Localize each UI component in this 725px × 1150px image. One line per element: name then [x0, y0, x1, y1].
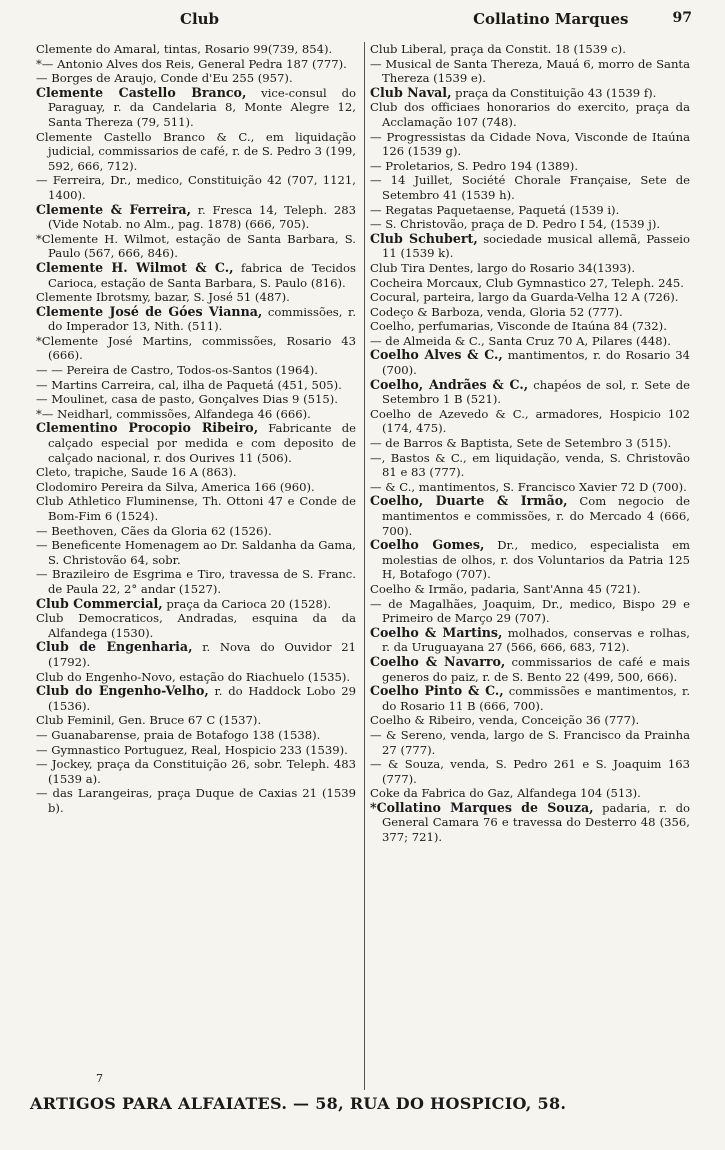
footer-number: 7: [96, 1072, 103, 1085]
entry-name: Club Schubert,: [370, 230, 478, 246]
directory-entry: [370, 261, 690, 276]
entry-text: — & Souza, venda, S. Pedro 261 e S. Joaquim 163 (777).: [370, 757, 690, 786]
entry-text: Club Liberal, praça da Constit. 18 (1539 c).: [370, 42, 626, 56]
directory-entry: [370, 801, 690, 845]
directory-entry: [370, 86, 690, 101]
advertisement-footer: ARTIGOS PARA ALFAIATES. — 58, RUA DO HOSPICIO, 58.: [30, 1094, 567, 1113]
entry-text: Club Feminil, Gen. Bruce 67 C (1537).: [36, 713, 262, 728]
entry-name: Club de Engenharia,: [36, 639, 193, 655]
directory-entry: [36, 480, 356, 495]
entry-name: Coelho & Martins,: [370, 624, 503, 640]
directory-entry: [36, 203, 356, 232]
entry-name: Clemente H. Wilmot & C.,: [36, 259, 234, 275]
directory-entry: [370, 276, 690, 291]
directory-entry: [36, 130, 356, 174]
page-number: 97: [672, 10, 692, 26]
entry-name: Coelho Alves & C.,: [370, 347, 503, 363]
directory-entry: [370, 334, 690, 349]
directory-entry: [370, 159, 690, 174]
entry-text: Com negocio de mantimentos e commissões, r. do Mercado 4 (666, 700).: [382, 494, 690, 538]
directory-entry: [370, 757, 690, 786]
entry-name: Clemente Castello Branco,: [36, 84, 247, 100]
entry-text: — de Almeida & C., Santa Cruz 70 A, Pilares (448).: [370, 333, 671, 348]
entry-text: sociedade musical allemã, Passeio 11 (1539 k).: [382, 231, 690, 261]
entry-text: Dr., medico, especialista em molestias de olhos, r. dos Voluntarios da Patria 125 H, Botafogo (707).: [382, 538, 690, 582]
entry-name: Clemente José de Góes Vianna,: [36, 303, 263, 319]
entry-text: Club Democraticos, Andradas, esquina da da Alfandega (1530).: [36, 611, 356, 640]
entry-text: *Clemente H. Wilmot, estação de Santa Barbara, S. Paulo (567, 666, 846).: [36, 231, 356, 261]
entry-text: commissarios de café e mais generos do paiz, r. de S. Bento 22 (499, 500, 666).: [382, 654, 690, 684]
directory-entry: [36, 232, 356, 261]
directory-entry: [36, 524, 356, 539]
entry-text: — Gymnastico Portuguez, Real, Hospicio 233 (1539).: [36, 742, 348, 757]
entry-text: — de Barros & Baptista, Sete de Setembro 3 (515).: [370, 436, 672, 451]
directory-entry: [36, 786, 356, 815]
directory-entry: [370, 348, 690, 377]
directory-entry: [370, 203, 690, 218]
directory-entry: [370, 728, 690, 757]
entry-text: Codeço & Barboza, venda, Gloria 52 (777).: [370, 304, 623, 319]
entry-text: — Musical de Santa Thereza, Mauá 6, morro de Santa Thereza (1539 e).: [370, 56, 690, 86]
entry-text: — Jockey, praça da Constituição 26, sobr. Teleph. 483 (1539 a).: [36, 757, 356, 786]
entry-text: — Guanabarense, praia de Botafogo 138 (1538).: [36, 727, 321, 742]
entry-name: Coelho Pinto & C.,: [370, 683, 504, 699]
directory-entry: [36, 465, 356, 480]
directory-entry: [36, 728, 356, 743]
entry-text: Club Tira Dentes, largo do Rosario 34(1393).: [370, 260, 636, 275]
entry-text: Coke da Fabrica do Gaz, Alfandega 104 (513).: [370, 786, 641, 801]
directory-entry: [370, 582, 690, 597]
entry-text: Coelho & Irmão, padaria, Sant'Anna 45 (721).: [370, 581, 641, 596]
directory-entry: [36, 305, 356, 334]
entry-name: *Collatino Marques de Souza,: [370, 799, 594, 815]
directory-entry: [370, 494, 690, 538]
entry-text: Cocheira Morcaux, Club Gymnastico 27, Teleph. 245.: [370, 275, 684, 290]
directory-entry: [36, 407, 356, 422]
directory-entry: [36, 597, 356, 612]
entry-name: Coelho & Navarro,: [370, 653, 506, 669]
entry-text: vice-consul do Paraguay, r. da Candelaria 8, Monte Alegre 12, Santa Thereza (79, 511).: [48, 85, 356, 129]
directory-entry: [36, 261, 356, 290]
directory-entry: [36, 713, 356, 728]
directory-entry: [370, 626, 690, 655]
entry-text: — Beneficente Homenagem ao Dr. Saldanha da Gama, S. Christovão 64, sobr.: [36, 538, 356, 567]
directory-entry: [36, 86, 356, 130]
entry-text: commissões e mantimentos, r. do Rosario 11 B (666, 700).: [382, 684, 690, 713]
directory-entry: [36, 494, 356, 523]
directory-entry: [370, 436, 690, 451]
entry-text: r. Fresca 14, Teleph. 283 (Vide Notab. no Alm., pag. 1878) (666, 705).: [48, 202, 356, 232]
directory-entry: [36, 57, 356, 72]
directory-entry: [370, 130, 690, 159]
entry-text: Cocural, parteira, largo da Guarda-Velha 12 A (726).: [370, 290, 679, 305]
directory-entry: [36, 538, 356, 567]
entry-name: Club do Engenho-Velho,: [36, 683, 209, 699]
directory-entry: [370, 173, 690, 202]
directory-entry: [36, 567, 356, 596]
right-column: [370, 42, 690, 1092]
column-divider: [364, 42, 365, 1090]
directory-entry: [36, 334, 356, 363]
entry-text: — Regatas Paquetaense, Paquetá (1539 i).: [370, 202, 620, 217]
entry-text: Clemente Ibrotsmy, bazar, S. José 51 (487).: [36, 290, 290, 305]
entry-name: Coelho, Andrães & C.,: [370, 376, 529, 392]
entry-text: Clemente Castello Branco & C., em liquidação judicial, commissarios de café, r. de S. Pedro 3 (199, 592, 666, 712).: [36, 129, 356, 173]
directory-entry: [370, 655, 690, 684]
directory-entry: [370, 305, 690, 320]
directory-entry: [370, 217, 690, 232]
directory-entry: [370, 378, 690, 407]
directory-entry: [370, 319, 690, 334]
entry-text: molhados, conservas e rolhas, r. da Uruguayana 27 (566, 666, 683, 712).: [382, 625, 690, 655]
directory-entry: [36, 421, 356, 465]
running-header: [32, 10, 692, 34]
directory-entry: [36, 640, 356, 669]
entry-text: — Brazileiro de Esgrima e Tiro, travessa de S. Franc. de Paula 22, 2° andar (1527).: [36, 567, 356, 596]
directory-entry: [370, 597, 690, 626]
entry-text: — Martins Carreira, cal, ilha de Paquetá (451, 505).: [36, 377, 342, 392]
entry-text: r. Nova do Ouvidor 21 (1792).: [48, 640, 356, 669]
entry-text: — & Sereno, venda, largo de S. Francisco da Prainha 27 (777).: [370, 727, 690, 757]
entry-text: — S. Christovão, praça de D. Pedro I 54, (1539 j).: [370, 217, 661, 232]
entry-text: Clemente do Amaral, tintas, Rosario 99(739, 854).: [36, 42, 333, 56]
directory-entry: [370, 480, 690, 495]
directory-entry: [370, 100, 690, 129]
directory-entry: [370, 538, 690, 582]
entry-text: — Proletarios, S. Pedro 194 (1389).: [370, 158, 579, 173]
entry-text: padaria, r. do General Camara 76 e travessa do Desterro 48 (356, 377; 721).: [382, 800, 690, 845]
entry-text: Club Athletico Fluminense, Th. Ottoni 47 e Conde de Bom-Fim 6 (1524).: [36, 494, 356, 523]
header-right: Collatino Marques: [473, 10, 629, 28]
entry-text: Cleto, trapiche, Saude 16 A (863).: [36, 465, 237, 480]
entry-name: Coelho Gomes,: [370, 537, 485, 553]
entry-text: r. do Haddock Lobo 29 (1536).: [48, 684, 356, 713]
directory-entry: [370, 684, 690, 713]
entry-text: — 14 Juillet, Société Chorale Française, Sete de Setembro 41 (1539 h).: [370, 173, 690, 202]
entry-name: Clementino Procopio Ribeiro,: [36, 420, 259, 436]
entry-text: Clodomiro Pereira da Silva, America 166 (960).: [36, 479, 315, 494]
directory-entry: [36, 684, 356, 713]
entry-text: chapéos de sol, r. Sete de Setembro 1 B (521).: [382, 377, 690, 407]
entry-text: — Ferreira, Dr., medico, Constituição 42 (707, 1121, 1400).: [36, 173, 356, 202]
left-column: [36, 42, 356, 1092]
header-left: Club: [180, 10, 220, 28]
directory-entry: [36, 670, 356, 685]
entry-text: — — Pereira de Castro, Todos-os-Santos (1964).: [36, 363, 318, 378]
directory-entry: [370, 57, 690, 86]
entry-text: fabrica de Tecidos Carioca, estação de Santa Barbara, S. Paulo (816).: [48, 260, 356, 290]
directory-entry: [36, 363, 356, 378]
entry-text: — de Magalhães, Joaquim, Dr., medico, Bispo 29 e Primeiro de Março 29 (707).: [370, 596, 690, 626]
directory-entry: [370, 451, 690, 480]
directory-entry: [36, 290, 356, 305]
directory-entry: [370, 42, 690, 57]
directory-entry: [370, 786, 690, 801]
directory-entry: [36, 611, 356, 640]
entry-text: commissões, r. do Imperador 13, Nith. (511).: [48, 304, 356, 334]
directory-entry: [36, 743, 356, 758]
entry-text: —, Bastos & C., em liquidação, venda, S. Christovão 81 e 83 (777).: [370, 450, 690, 480]
entry-name: Clemente & Ferreira,: [36, 201, 191, 217]
entry-text: Coelho, perfumarias, Visconde de Itaúna 84 (732).: [370, 319, 667, 334]
entry-text: — Moulinet, casa de pasto, Gonçalves Dias 9 (515).: [36, 392, 338, 407]
entry-text: praça da Constituição 43 (1539 f).: [451, 85, 657, 100]
directory-entry: [36, 173, 356, 202]
entry-text: — Beethoven, Cães da Gloria 62 (1526).: [36, 523, 272, 538]
directory-entry: [36, 42, 356, 57]
entry-text: praça da Carioca 20 (1528).: [162, 596, 332, 611]
entry-text: mantimentos, r. do Rosario 34 (700).: [382, 348, 690, 378]
entry-name: Club Commercial,: [36, 595, 163, 611]
directory-entry: [36, 757, 356, 786]
entry-text: Fabricante de calçado especial por medida e com deposito de calçado nacional, r. dos Ourives 11 (506).: [48, 421, 356, 465]
directory-entry: [36, 71, 356, 86]
entry-name: Club Naval,: [370, 84, 452, 100]
directory-entry: [36, 378, 356, 393]
entry-text: — Borges de Araujo, Conde d'Eu 255 (957).: [36, 71, 293, 86]
entry-text: *— Neidharl, commissões, Alfandega 46 (666).: [36, 406, 311, 421]
entry-text: — Progressistas da Cidade Nova, Visconde de Itaúna 126 (1539 g).: [370, 129, 690, 159]
directory-entry: [36, 392, 356, 407]
directory-entry: [370, 407, 690, 436]
directory-entry: [370, 713, 690, 728]
entry-text: Coelho de Azevedo & C., armadores, Hospicio 102 (174, 475).: [370, 406, 690, 436]
entry-text: *— Antonio Alves dos Reis, General Pedra 187 (777).: [36, 56, 347, 71]
header-right-group: [473, 10, 692, 28]
directory-entry: [370, 232, 690, 261]
entry-text: Coelho & Ribeiro, venda, Conceição 36 (777).: [370, 713, 640, 728]
entry-text: Club dos officiaes honorarios do exercito, praça da Acclamação 107 (748).: [370, 100, 690, 129]
entry-text: — das Larangeiras, praça Duque de Caxias 21 (1539 b).: [36, 786, 356, 815]
entry-name: Coelho, Duarte & Irmão,: [370, 493, 568, 509]
entry-text: — & C., mantimentos, S. Francisco Xavier 72 D (700).: [370, 479, 687, 494]
entry-text: *Clemente José Martins, commissões, Rosario 43 (666).: [36, 333, 356, 363]
directory-entry: [370, 290, 690, 305]
entry-text: Club do Engenho-Novo, estação do Riachuelo (1535).: [36, 669, 351, 684]
